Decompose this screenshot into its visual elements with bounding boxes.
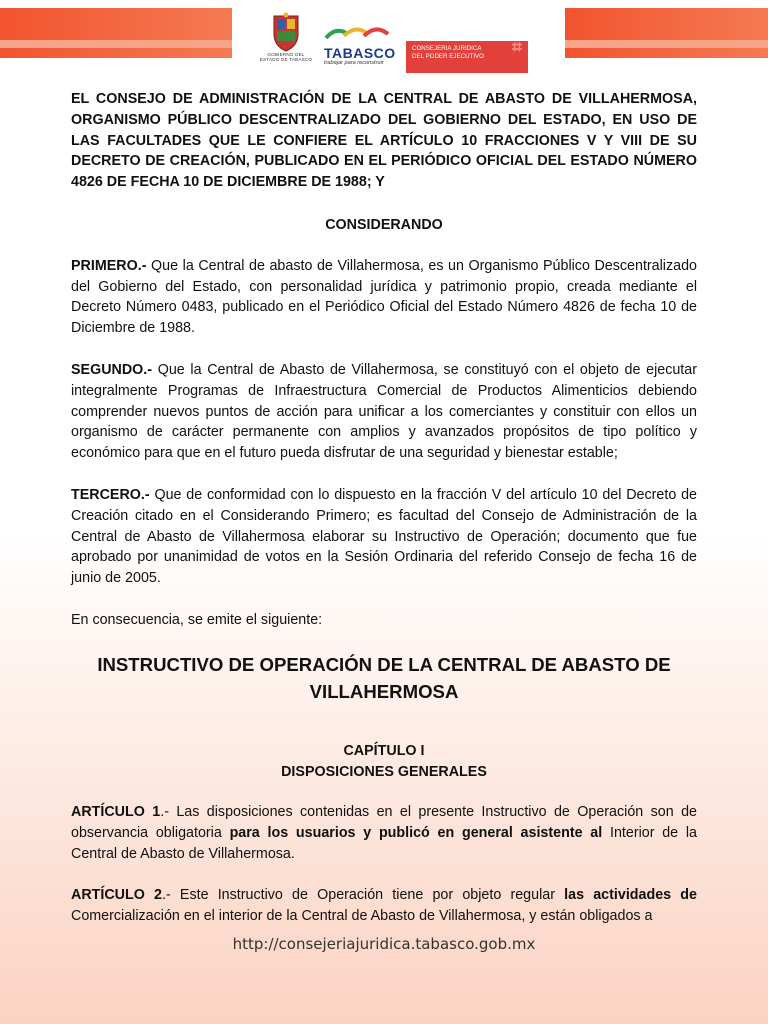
tercero-text: Que de conformidad con lo dispuesto en la fracción V del artículo 10 del Decreto de Creación citado en el Considerando Primero; es facultad del Consejo de Administración de la Central de Abasto de Villahermosa elaborar su Instructivo de Operación; documento que fue aprobado por unanimidad de votos en la Sesión Ordinaria del referido Consejo de fecha 16 de junio de 2005.	[71, 486, 697, 587]
footer-url[interactable]: http://consejeriajuridica.tabasco.gob.mx	[232, 935, 536, 953]
primero-label: PRIMERO.-	[71, 257, 147, 274]
art1-label: ARTÍCULO 1	[71, 804, 161, 821]
art1-bold: para los usuarios y publicó en general asistente al	[229, 825, 603, 842]
tercero-label: TERCERO.-	[71, 486, 150, 503]
art2-bold: las actividades de	[564, 886, 697, 903]
paragraph-tercero	[71, 485, 697, 589]
header-stripe-right	[565, 40, 768, 48]
document-body	[71, 89, 697, 926]
tabasco-logo	[324, 12, 396, 66]
consecuencia-text: En consecuencia, se emite el siguiente:	[71, 611, 323, 628]
consejeria-line1: CONSEJERIA JURIDICA	[412, 45, 482, 52]
header-stripe-left	[0, 40, 232, 48]
primero-text: Que la Central de abasto de Villahermosa, es un Organismo Público Descentralizado del Gobierno del Estado, con personalidad jurídica y patrimonio propio, creada mediante el Decreto Número 0483, publicado en el Periódico Oficial del Estado Número 4826 de fecha 10 de Diciembre de 1988.	[71, 257, 697, 337]
art1-text-2: Interior de la Central de Abasto de Villahermosa.	[71, 825, 697, 862]
paragraph-articulo-2	[71, 885, 697, 927]
segundo-label: SEGUNDO.-	[71, 361, 153, 378]
consejeria-logo	[406, 37, 528, 73]
paragraph-primero	[71, 256, 697, 339]
paragraph-articulo-1	[71, 802, 697, 864]
consejeria-mark-icon: ⌗	[511, 37, 522, 57]
art2-text-1: .- Este Instructivo de Operación tiene por objeto regular	[162, 886, 565, 903]
tabasco-swoosh-icon	[324, 26, 390, 40]
art2-text-2: Comercialización en el interior de la Central de Abasto de Villahermosa, y están obligados a	[71, 907, 653, 924]
gobierno-logo	[258, 12, 314, 62]
art1-text-1: .- Las disposiciones contenidas en el presente Instructivo de Operación son de observancia obligatoria	[71, 804, 697, 842]
gobierno-logo-text: GOBIERNO DEL ESTADO DE TABASCO	[259, 52, 313, 62]
chapter-number: CAPÍTULO I	[343, 742, 425, 759]
segundo-text: Que la Central de Abasto de Villahermosa, se constituyó con el objeto de ejecutar integralmente Programas de Infraestructura Comercial de Productos Alimenticios debiendo comprender nuevos puntos de acción para unificar a los comerciantes y constituir con ellos un organismo de carácter permanente con amplios y avanzados propósitos de tipo político y económico para que en el futuro pueda disfrutar de una seguridad y bienestar estable;	[71, 361, 697, 462]
preamble: EL CONSEJO DE ADMINISTRACIÓN DE LA CENTRAL DE ABASTO DE VILLAHERMOSA, ORGANISMO PÚBLICO DESCENTRALIZADO DEL GOBIERNO DEL ESTADO, EN USO DE LAS FACULTADES QUE LE CONFIERE EL ARTÍCULO 10 FRACCIONES V Y VIII DE SU DECRETO DE CREACIÓN, PUBLICADO EN EL PERIÓDICO OFICIAL DEL ESTADO NÚMERO 4826 DE FECHA 10 DE DICIEMBRE DE 1988; Y	[71, 91, 697, 191]
header-banner-left	[0, 8, 232, 58]
tabasco-slogan: trabajar para reconstruir	[324, 60, 384, 66]
header-banner-right	[565, 8, 768, 58]
paragraph-segundo	[71, 360, 697, 464]
chapter-title: DISPOSICIONES GENERALES	[281, 763, 487, 780]
art2-label: ARTÍCULO 2	[71, 886, 162, 903]
coat-of-arms-icon	[271, 12, 301, 52]
tabasco-wordmark: TABASCO	[324, 45, 396, 61]
considerando-heading: CONSIDERANDO	[325, 216, 443, 233]
header-logos	[258, 12, 528, 74]
consejeria-line2: DEL PODER EJECUTIVO	[412, 53, 484, 60]
document-title: INSTRUCTIVO DE OPERACIÓN DE LA CENTRAL DE ABASTO DE VILLAHERMOSA	[97, 653, 671, 702]
